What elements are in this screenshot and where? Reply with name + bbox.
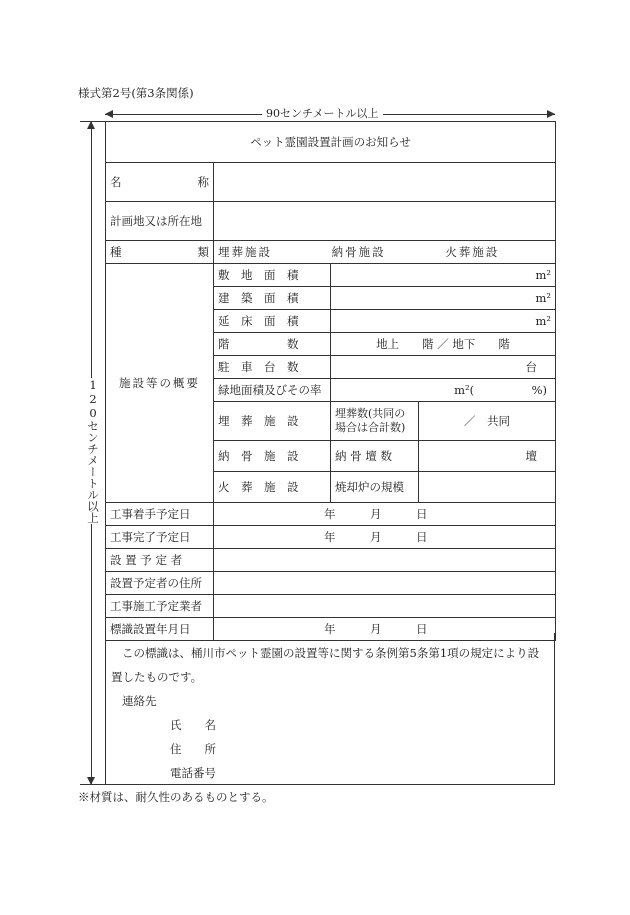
start-date-label: 工事着手予定日 — [106, 503, 214, 526]
planner-value — [214, 549, 556, 572]
planner-address-value — [214, 572, 556, 595]
green-area-label: 緑地面積及びその率 — [214, 379, 331, 402]
notice-text-line1: この標識は、桶川市ペット霊園の設置等に関する条例第5条第1項の規定により設 — [122, 646, 540, 660]
burial-count-label: 埋葬数(共同の場合は合計数) — [331, 402, 419, 441]
material-note: ※材質は、耐久性のあるものとする。 — [78, 790, 274, 804]
notice-block — [105, 633, 555, 785]
sign-date-label: 標識設置年月日 — [106, 618, 214, 641]
notice-sign-form — [105, 121, 556, 641]
kind-options — [214, 241, 556, 264]
floor-area-unit: m² — [331, 310, 556, 333]
kind-label: 種 類 — [106, 241, 214, 264]
height-arrow-top-icon — [87, 121, 95, 129]
site-area-unit: m² — [331, 264, 556, 287]
ossuary-count-label: 納 骨 壇 数 — [331, 441, 419, 472]
top-left-tick — [80, 121, 105, 122]
width-arrow-right-icon — [547, 110, 555, 118]
building-area-label: 建 築 面 積 — [214, 287, 331, 310]
kind-option-burial: 埋葬施設 — [218, 245, 272, 259]
name-value — [214, 163, 556, 202]
name-label: 名 称 — [106, 163, 214, 202]
crematory-scale-label: 焼却炉の規模 — [331, 472, 419, 503]
overview-label: 施設等の概要 — [106, 264, 214, 503]
contact-phone-label: 電話番号 — [170, 766, 216, 780]
burial-facility-label: 埋 葬 施 設 — [214, 402, 331, 441]
burial-count-value: ／ 共同 — [419, 402, 556, 441]
contractor-value — [214, 595, 556, 618]
width-dimension-label: 90センチメートル以上 — [262, 107, 383, 121]
end-date-value: 年 月 日 — [214, 526, 556, 549]
planner-label: 設 置 予 定 者 — [106, 549, 214, 572]
parking-unit: 台 — [331, 356, 556, 379]
ossuary-facility-label: 納 骨 施 設 — [214, 441, 331, 472]
height-dimension-label: 120センチメートル以上 — [86, 378, 100, 524]
contact-heading: 連絡先 — [122, 694, 157, 708]
green-area-value: m²( %) — [331, 379, 556, 402]
sign-date-value: 年 月 日 — [214, 618, 556, 641]
form-title: ペット霊園設置計画のお知らせ — [106, 122, 556, 163]
floors-label: 階 数 — [214, 333, 331, 356]
end-date-label: 工事完了予定日 — [106, 526, 214, 549]
site-area-label: 敷 地 面 積 — [214, 264, 331, 287]
crematory-facility-label: 火 葬 施 設 — [214, 472, 331, 503]
planner-address-label: 設置予定者の住所 — [106, 572, 214, 595]
kind-option-ossuary: 納骨施設 — [331, 245, 386, 259]
kind-option-crematory: 火葬施設 — [445, 245, 500, 259]
building-area-unit: m² — [331, 287, 556, 310]
crematory-scale-value — [419, 472, 556, 503]
location-label: 計画地又は所在地 — [106, 202, 214, 241]
contact-name-label: 氏 名 — [170, 718, 216, 732]
start-date-value: 年 月 日 — [214, 503, 556, 526]
width-arrow-left-icon — [105, 110, 113, 118]
contractor-label: 工事施工予定業者 — [106, 595, 214, 618]
floors-value: 地上 階 ／ 地下 階 — [331, 333, 556, 356]
notice-text-line2: 置したものです。 — [111, 670, 203, 684]
contact-address-label: 住 所 — [170, 742, 216, 756]
floor-area-label: 延 床 面 積 — [214, 310, 331, 333]
form-number-label: 様式第2号(第3条関係) — [78, 86, 194, 100]
parking-label: 駐 車 台 数 — [214, 356, 331, 379]
location-value — [214, 202, 556, 241]
bottom-left-tick — [80, 784, 105, 785]
ossuary-count-unit: 壇 — [419, 441, 556, 472]
